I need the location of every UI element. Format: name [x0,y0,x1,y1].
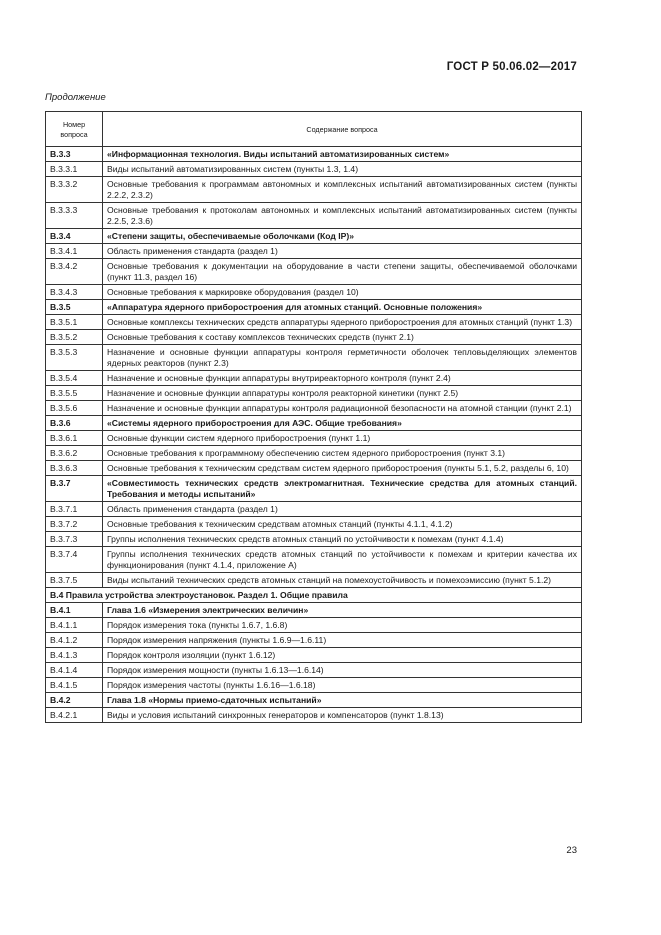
table-row [46,476,582,502]
question-content: Основные требования к маркировке оборудования (раздел 10) [103,285,582,300]
question-content: Основные требования к техническим средствам атомных станций (пункты 4.1.1, 4.1.2) [103,517,582,532]
question-content: Виды испытаний технических средств атомных станций на помехоустойчивость и помехоэмиссию (пункт 5.1.2) [103,573,582,588]
question-content: Группы исполнения технических средств атомных станций по устойчивости к помехам и критерии качества их функционирования (пункт 4.1.4, приложение А) [103,547,582,573]
column-header-number: Номер вопроса [46,112,103,147]
question-number: В.3.5.3 [46,345,103,371]
document-code: ГОСТ Р 50.06.02—2017 [446,61,577,73]
question-content: Область применения стандарта (раздел 1) [103,244,582,259]
question-number: В.3.3.3 [46,203,103,229]
question-content: Назначение и основные функции аппаратуры контроля герметичности оболочек тепловыделяющих элементов ядерных реакторов (пункт 2.3) [103,345,582,371]
question-content: «Информационная технология. Виды испытаний автоматизированных систем» [103,147,582,162]
table-row [46,300,582,315]
table-row [46,648,582,663]
question-content: Назначение и основные функции аппаратуры контроля радиационной безопасности на атомной станции (пункт 2.1) [103,401,582,416]
question-content: Порядок измерения частоты (пункты 1.6.16—1.6.18) [103,678,582,693]
question-content: Область применения стандарта (раздел 1) [103,502,582,517]
question-content: Основные функции систем ядерного приборостроения (пункт 1.1) [103,431,582,446]
question-number: В.3.3 [46,147,103,162]
question-content: Группы исполнения технических средств атомных станций по устойчивости к помехам (пункт 4.1.4) [103,532,582,547]
question-content: Порядок измерения мощности (пункты 1.6.13—1.6.14) [103,663,582,678]
question-number: В.3.5.6 [46,401,103,416]
question-number: В.3.6.2 [46,446,103,461]
question-content: Основные требования к техническим средствам систем ядерного приборостроения (пункты 5.1, 5.2, разделы 6, 10) [103,461,582,476]
question-number: В.3.4.1 [46,244,103,259]
table-row [46,446,582,461]
question-content: Основные требования к программному обеспечению систем ядерного приборостроения (пункт 3.1) [103,446,582,461]
column-header-content: Содержание вопроса [103,112,582,147]
question-number: В.3.5.4 [46,371,103,386]
table-row [46,678,582,693]
question-number: В.3.4.2 [46,259,103,285]
table-row [46,708,582,723]
section-title: В.4 Правила устройства электроустановок. Раздел 1. Общие правила [46,588,582,603]
section-row [46,588,582,603]
table-row [46,431,582,446]
question-number: В.4.1.2 [46,633,103,648]
table-row [46,517,582,532]
table-row [46,177,582,203]
question-content: Глава 1.6 «Измерения электрических величин» [103,603,582,618]
question-number: В.3.7.1 [46,502,103,517]
table-row [46,345,582,371]
question-content: «Совместимость технических средств электромагнитная. Технические средства для атомных станций. Требования и методы испытаний» [103,476,582,502]
table-row [46,633,582,648]
table-row [46,162,582,177]
question-content: Основные комплексы технических средств аппаратуры ядерного приборостроения для атомных станций (пункт 1.3) [103,315,582,330]
continuation-label: Продолжение [45,92,106,103]
table-row [46,371,582,386]
page-number: 23 [566,845,577,856]
question-content: Назначение и основные функции аппаратуры контроля реакторной кинетики (пункт 2.5) [103,386,582,401]
question-number: В.3.7.4 [46,547,103,573]
question-number: В.4.2 [46,693,103,708]
question-number: В.3.3.2 [46,177,103,203]
question-number: В.3.4 [46,229,103,244]
table-body [46,147,582,723]
table-row [46,618,582,633]
question-number: В.3.5.2 [46,330,103,345]
table-row [46,401,582,416]
questions-table [45,111,582,723]
table-row [46,502,582,517]
question-content: Порядок контроля изоляции (пункт 1.6.12) [103,648,582,663]
table-header-row [46,112,582,147]
question-number: В.3.5.5 [46,386,103,401]
question-number: В.4.1 [46,603,103,618]
table-row [46,244,582,259]
question-number: В.4.1.1 [46,618,103,633]
question-number: В.3.4.3 [46,285,103,300]
question-number: В.3.6 [46,416,103,431]
question-content: «Аппаратура ядерного приборостроения для атомных станций. Основные положения» [103,300,582,315]
question-number: В.3.6.1 [46,431,103,446]
question-number: В.4.1.4 [46,663,103,678]
table-row [46,663,582,678]
question-number: В.3.7.2 [46,517,103,532]
question-content: Назначение и основные функции аппаратуры внутриреакторного контроля (пункт 2.4) [103,371,582,386]
question-number: В.4.2.1 [46,708,103,723]
question-content: Порядок измерения напряжения (пункты 1.6.9—1.6.11) [103,633,582,648]
question-number: В.4.1.3 [46,648,103,663]
question-number: В.3.5 [46,300,103,315]
question-content: Основные требования к составу комплексов технических средств (пункт 2.1) [103,330,582,345]
question-content: Виды испытаний автоматизированных систем (пункты 1.3, 1.4) [103,162,582,177]
question-number: В.3.5.1 [46,315,103,330]
table-row [46,203,582,229]
question-number: В.3.3.1 [46,162,103,177]
question-content: Глава 1.8 «Нормы приемо-сдаточных испытаний» [103,693,582,708]
question-number: В.4.1.5 [46,678,103,693]
question-number: В.3.7.5 [46,573,103,588]
table-row [46,547,582,573]
table-row [46,461,582,476]
question-content: Виды и условия испытаний синхронных генераторов и компенсаторов (пункт 1.8.13) [103,708,582,723]
question-content: Основные требования к программам автономных и комплексных испытаний автоматизированных систем (пункты 2.2.2, 2.3.2) [103,177,582,203]
table-row [46,315,582,330]
question-number: В.3.7.3 [46,532,103,547]
table-row [46,416,582,431]
table-row [46,693,582,708]
question-content: «Степени защиты, обеспечиваемые оболочками (Код IP)» [103,229,582,244]
question-content: «Системы ядерного приборостроения для АЭС. Общие требования» [103,416,582,431]
table-row [46,259,582,285]
table-row [46,330,582,345]
table-row [46,603,582,618]
table-row [46,386,582,401]
table-row [46,147,582,162]
table-row [46,285,582,300]
question-content: Основные требования к протоколам автономных и комплексных испытаний автоматизированных систем (пункты 2.2.5, 2.3.6) [103,203,582,229]
table-row [46,532,582,547]
question-number: В.3.7 [46,476,103,502]
question-content: Основные требования к документации на оборудование в части степени защиты, обеспечиваемой оболочками (пункт 11.3, раздел 16) [103,259,582,285]
question-number: В.3.6.3 [46,461,103,476]
table-row [46,573,582,588]
table-row [46,229,582,244]
question-content: Порядок измерения тока (пункты 1.6.7, 1.6.8) [103,618,582,633]
